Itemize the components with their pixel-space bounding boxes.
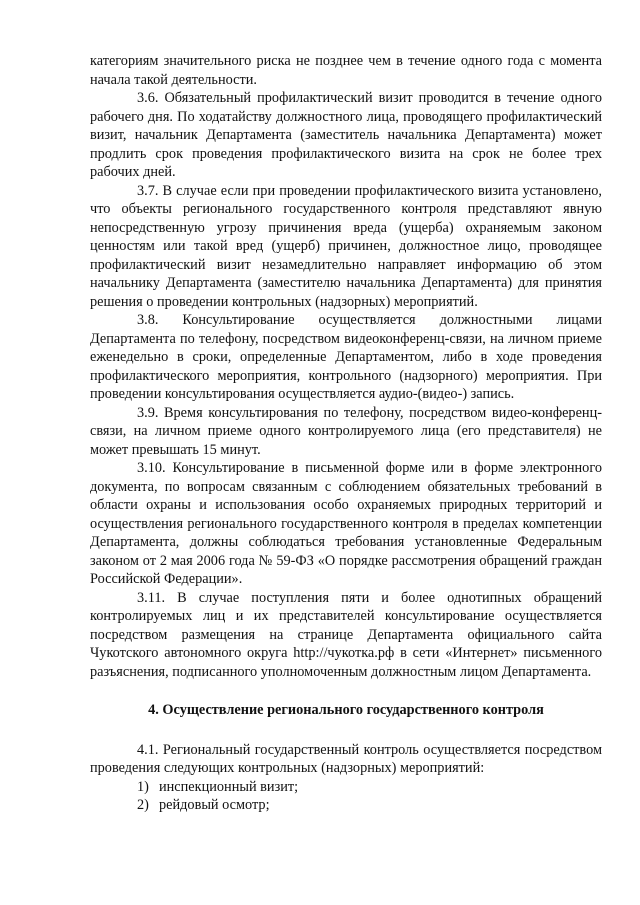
list-item-text: инспекционный визит; [159, 778, 299, 795]
list-item-number: 2) [137, 797, 149, 813]
list-item [90, 796, 602, 815]
list-item-text: рейдовый осмотр; [159, 797, 270, 813]
paragraph-continuation: категориям значительного риска не позднее чем в течение одного года с момента начала такой деятельности. [90, 53, 602, 88]
paragraph-3-11: 3.11. В случае поступления пяти и более однотипных обращений контролируемых лиц и их представителей консультирование осуществляется посредством размещения на странице Департамента официального сайта Чукотского автономного округа http://чукотка.рф в сети «Интернет» письменного разъяснения, подписанного уполномоченным должностным лицом Департамента. [90, 589, 602, 680]
paragraph-3-9: 3.9. Время консультирования по телефону, посредством видео-конференц-связи, на личном приеме одного контролируемого лица (его представителя) не может превышать 15 минут. [90, 404, 602, 458]
section-heading: 4. Осуществление регионального государственного контроля [148, 702, 544, 718]
list-item-number: 1) [137, 778, 149, 795]
paragraph-3-7: 3.7. В случае если при проведении профилактического визита установлено, что объекты регионального государственного контроля представляют явную непосредственную угрозу причинения вреда (ущерба) охраняемым законом ценностям или такой вред (ущерб) причинен, должностное лицо, проводящее профилактический визит незамедлительно направляет информацию об этом начальнику Департамента (заместителю начальника Департамента) для принятия решения о проведении контрольных (надзорных) мероприятий. [90, 182, 602, 310]
paragraph-3-6: 3.6. Обязательный профилактический визит проводится в течение одного рабочего дня. По ходатайству должностного лица, проводящего профилактический визит, начальник Департамента (заместитель начальника Департамента) может продлить срок проведения профилактического визита на срок не более трех рабочих дней. [90, 90, 602, 180]
list-item [90, 778, 602, 797]
paragraph-4-1: 4.1. Региональный государственный контроль осуществляется посредством проведения следующих контрольных (надзорных) мероприятий: [90, 741, 602, 776]
text-body [90, 52, 602, 681]
measures-list [90, 778, 602, 815]
paragraph-3-10: 3.10. Консультирование в письменной форме или в форме электронного документа, по вопросам связанным с соблюдением обязательных требований в области охраны и использования особо охраняемых природных территорий и осуществления регионального государственного контроля в пределах компетенции Департамента, должны соблюдаться требования установленные Федеральным законом от 2 мая 2006 года № 59-ФЗ «О порядке рассмотрения обращений граждан Российской Федерации». [90, 460, 602, 587]
paragraph-3-8: 3.8. Консультирование осуществляется должностными лицами Департамента по телефону, посредством видеоконференц-связи, на личном приеме еженедельно в сроки, определенные Департаментом, либо в ходе проведения профилактического мероприятия, контрольного (надзорного) мероприятия. При проведении консультирования осуществляется аудио-(видео-) запись. [90, 312, 602, 402]
